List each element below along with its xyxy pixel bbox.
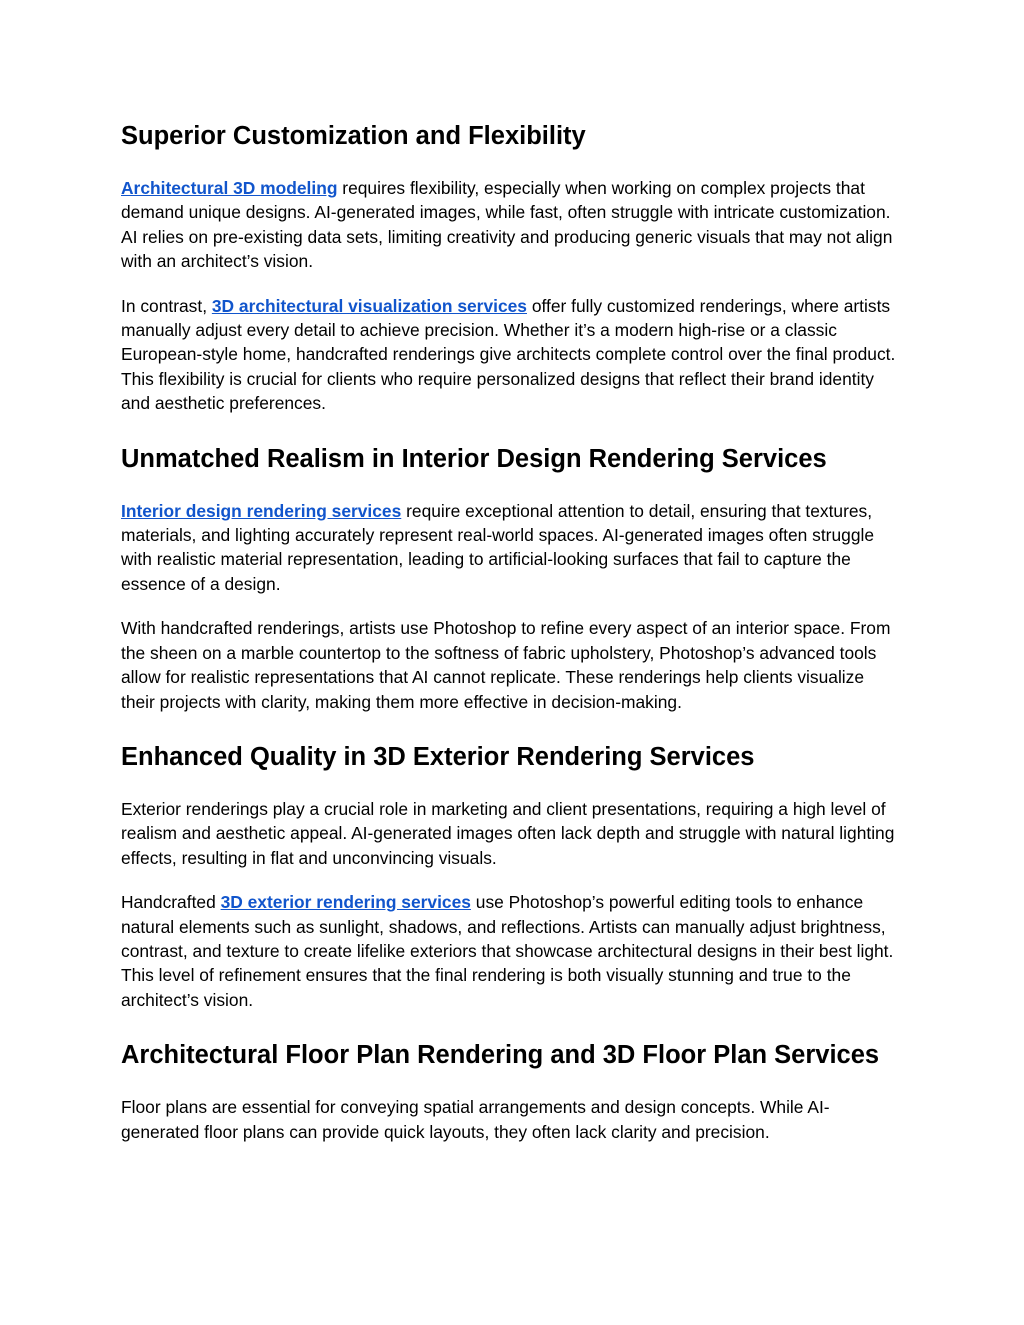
- paragraph-text: In contrast,: [121, 295, 212, 316]
- section-heading-interior-realism: Unmatched Realism in Interior Design Rendering Services: [121, 444, 827, 473]
- section-heading-floor-plan: Architectural Floor Plan Rendering and 3D Floor Plan Services: [121, 1041, 880, 1070]
- link-3d-exterior-rendering[interactable]: 3D exterior rendering services: [220, 892, 471, 913]
- paragraph-text: offer fully customized renderings, where artists manually adjust every detail to achieve precision. Whether it’s a modern high-rise or a classic European-style home, handcrafted renderings give architects complete control over the final product. This flexibility is crucial for clients who require personalized designs that reflect their brand identity and aesthetic preferences.: [121, 295, 896, 414]
- paragraph-interior-1: [121, 499, 901, 597]
- section-heading-customization: Superior Customization and Flexibility: [121, 122, 586, 150]
- link-3d-architectural-visualization[interactable]: 3D architectural visualization services: [211, 295, 527, 316]
- link-architectural-3d-modeling[interactable]: Architectural 3D modeling: [121, 178, 338, 198]
- paragraph-customization-1: [121, 176, 901, 274]
- paragraph-exterior-2: [121, 890, 901, 1012]
- paragraph-text: require exceptional attention to detail, ensuring that textures, materials, and lighting accurately represent real-world spaces. AI-generated images often struggle with realistic material representation, leading to artificial-looking surfaces that fail to capture the essence of a design.: [121, 500, 875, 594]
- paragraph-exterior-1: Exterior renderings play a crucial role in marketing and client presentations, requiring a high level of realism and aesthetic appeal. AI-generated images often lack depth and struggle with natural lighting effects, resulting in flat and unconvincing visuals.: [121, 798, 895, 868]
- paragraph-text: Handcrafted: [121, 892, 221, 913]
- document-page: [121, 118, 901, 1144]
- paragraph-text: use Photoshop’s powerful editing tools to enhance natural elements such as sunlight, shadows, and reflections. Artists can manually adjust brightness, contrast, and texture to create lifelike exteriors that showcase architectural designs in their best light. This level of refinement ensures that the final rendering is both visually stunning and true to the architect’s vision.: [121, 892, 894, 1010]
- paragraph-customization-2: [121, 294, 901, 416]
- link-interior-design-rendering[interactable]: Interior design rendering services: [121, 500, 402, 521]
- paragraph-interior-2: With handcrafted renderings, artists use Photoshop to refine every aspect of an interior space. From the sheen on a marble countertop to the softness of fabric upholstery, Photoshop’s advanced tools allow for realistic representations that AI cannot replicate. These renderings help clients visualize their projects with clarity, making them more effective in decision-making.: [121, 618, 891, 712]
- paragraph-floor-plan-1: Floor plans are essential for conveying spatial arrangements and design concepts. While AI-generated floor plans can provide quick layouts, they often lack clarity and precision.: [121, 1097, 830, 1142]
- paragraph-text: requires flexibility, especially when working on complex projects that demand unique designs. AI-generated images, while fast, often struggle with intricate customization. AI relies on pre-existing data sets, limiting creativity and producing generic visuals that may not align with an architect’s vision.: [121, 178, 893, 272]
- section-heading-exterior-quality: Enhanced Quality in 3D Exterior Rendering Services: [121, 742, 755, 771]
